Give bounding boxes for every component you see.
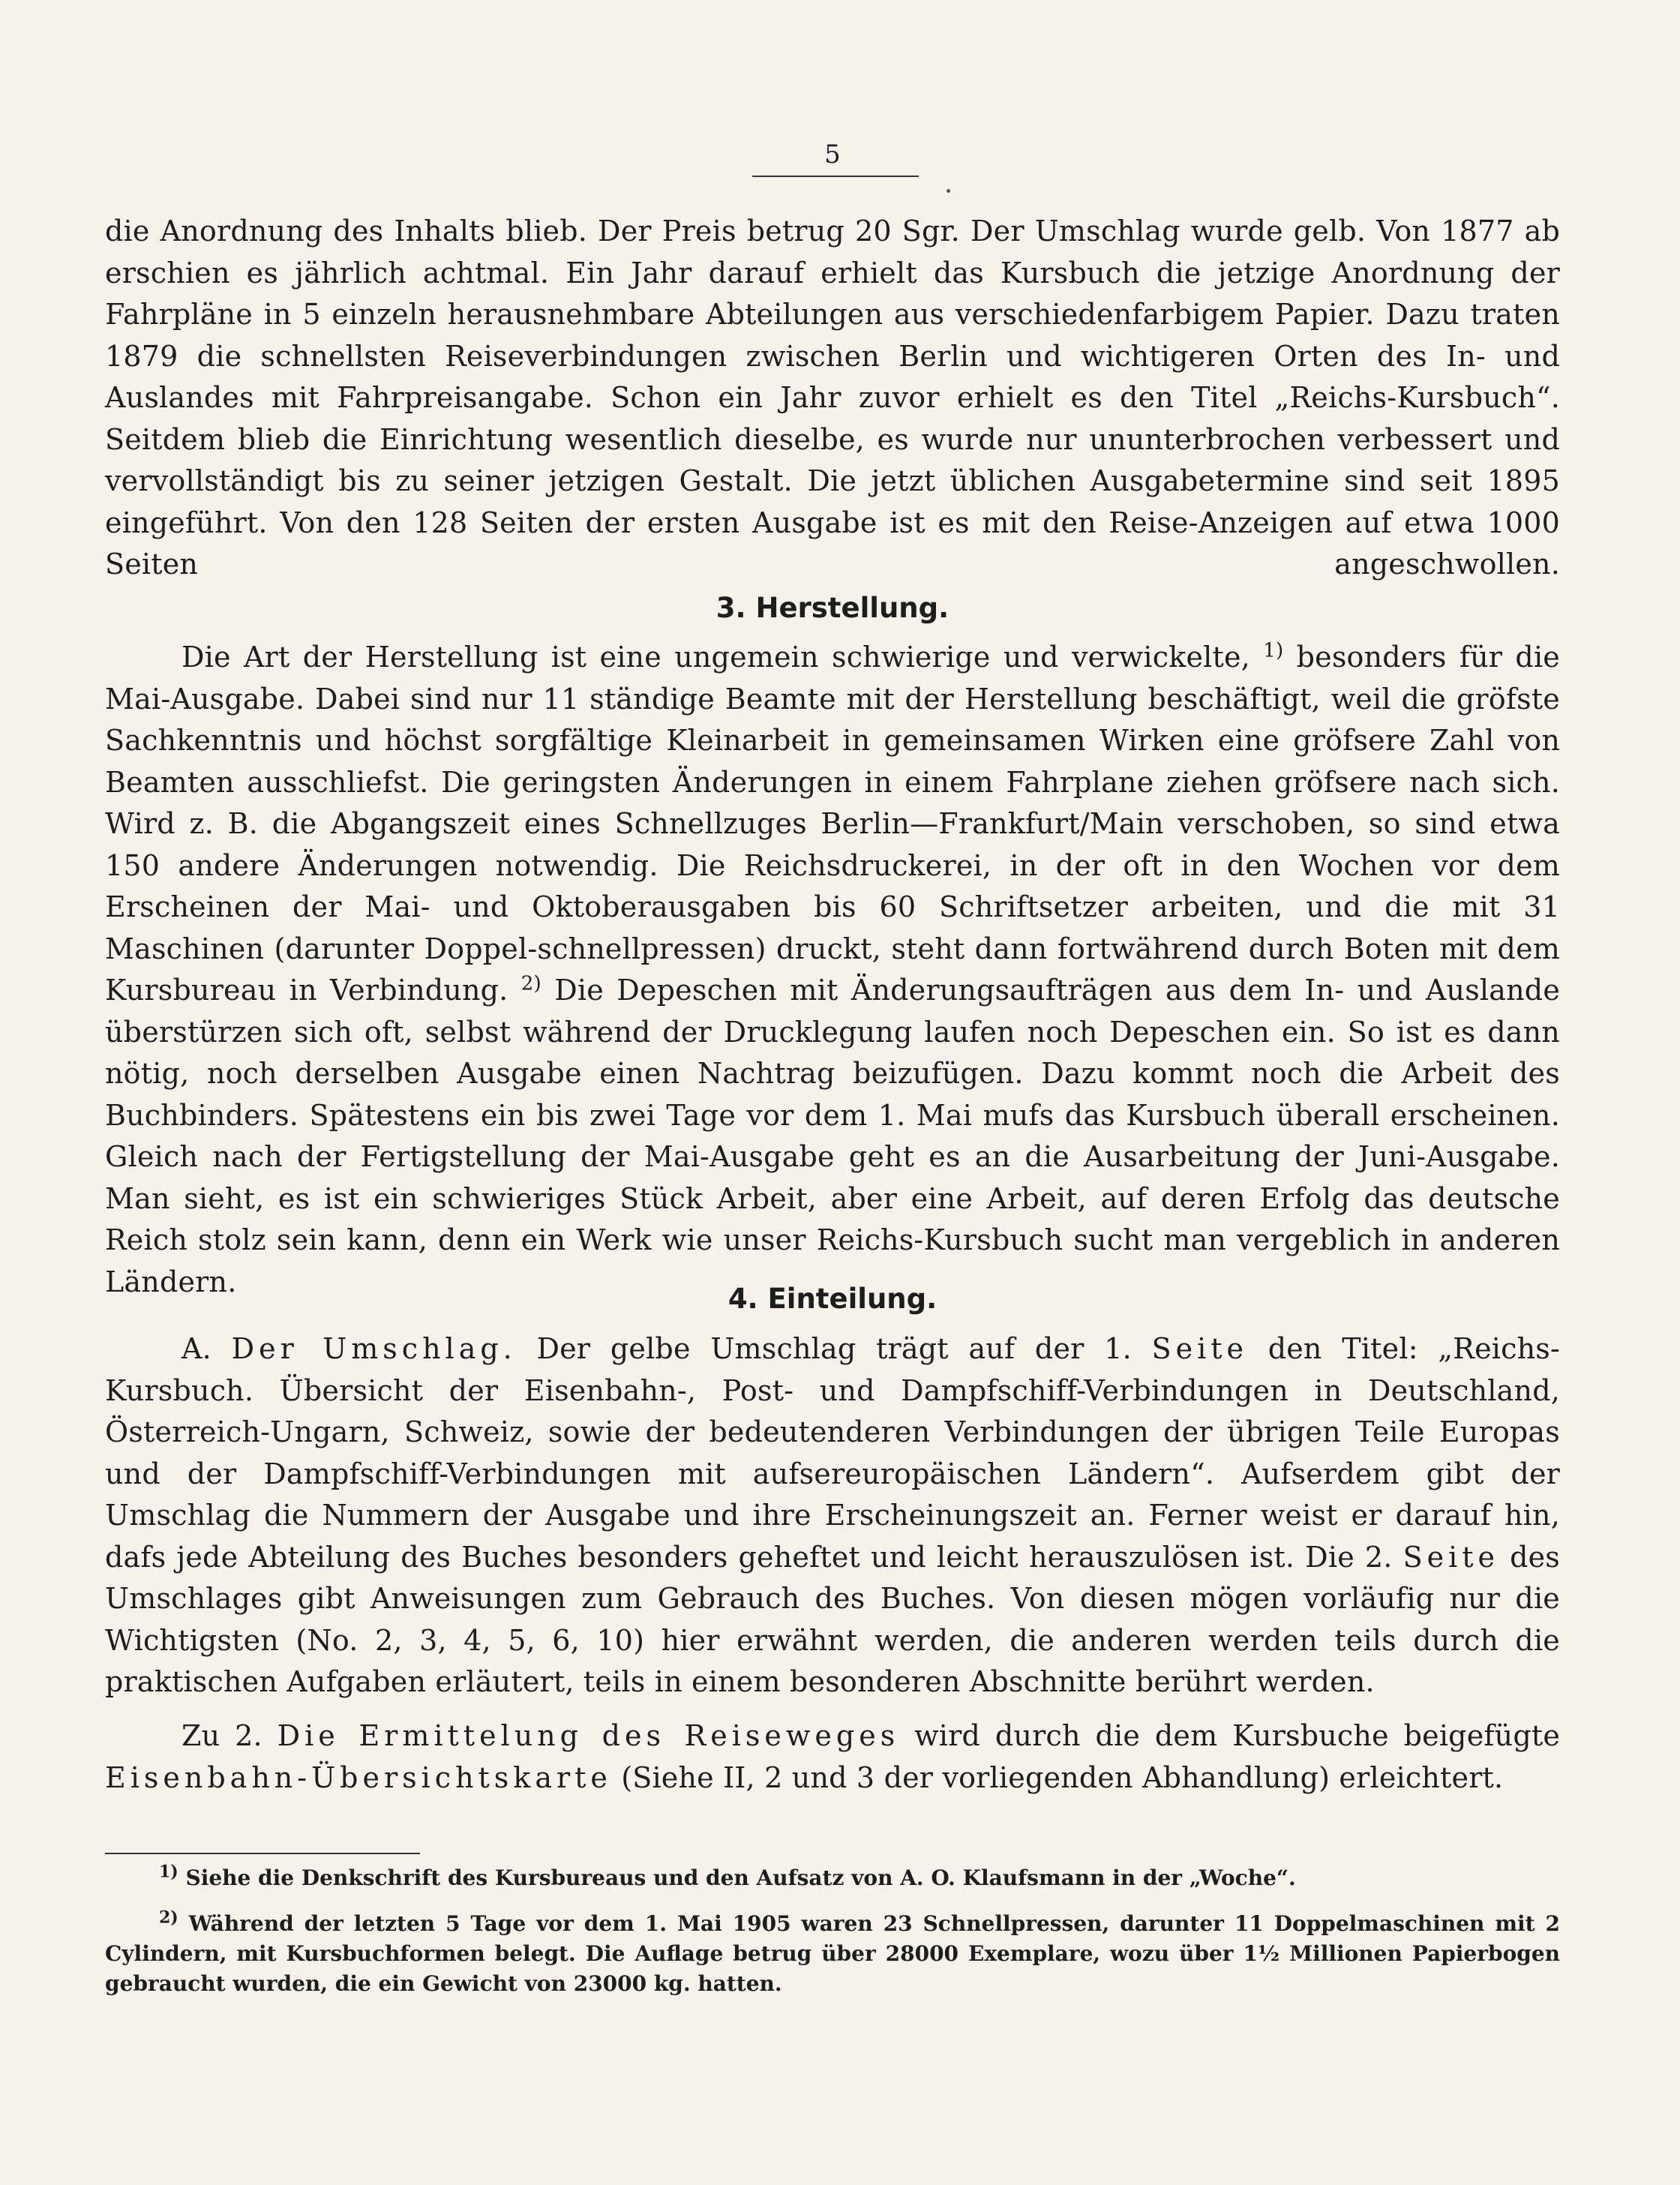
zu-2-lead: Zu 2.	[182, 1719, 262, 1752]
section-heading-einteilung: 4. Einteilung.	[728, 1283, 938, 1315]
term-seite: Seite	[1151, 1332, 1249, 1365]
einteilung-text-2: den Titel: „Reichs-Kursbuch. Übersicht der Eisenbahn-, Post- und Dampfschiff-Verbindungen in Deutschland, Österreich-Ungarn, Schweiz, sowie der bedeutenderen Verbindungen der übrigen Teile Europas und der Dampfschiff-Verbindungen mit aufsereuropäischen Ländern“. Aufserdem gibt der Umschlag die Nummern der Ausgabe und ihre Erscheinungszeit an. Ferner weist er darauf hin, dafs jede Abteilung des Buches besonders geheftet und leicht herauszulösen ist. Die 2.	[105, 1332, 1561, 1574]
footnote-rule	[105, 1853, 420, 1854]
footnote-2	[105, 1909, 1560, 1999]
intro-paragraph	[105, 211, 1560, 586]
footnote-1	[105, 1863, 1560, 1893]
term-seite-2: Seite	[1402, 1540, 1500, 1574]
einteilung-text-3: des Umschlages gibt Anweisungen zum Gebrauch des Buches. Von diesen mögen vorläufig nur die Wichtigsten (No. 2, 3, 4, 5, 6, 10) hier erwähnt werden, die anderen werden teils durch die praktischen Aufgaben erläutert, teils in einem besonderen Abschnitte berührt werden.	[105, 1540, 1560, 1698]
intro-text: die Anordnung des Inhalts blieb. Der Preis betrug 20 Sgr. Der Umschlag wurde gelb. Von 1877 ab erschien es jährlich achtmal. Ein Jahr darauf erhielt das Kursbuch die jetzige Anordnung der Fahrpläne in 5 einzeln herausnehmbare Abteilungen aus verschiedenfarbigem Papier. Dazu traten 1879 die schnellsten Reiseverbindungen zwischen Berlin und wichtigeren Orten des In- und Auslandes mit Fahrpreisangabe. Schon ein Jahr zuvor erhielt es den Titel „Reichs-Kursbuch“. Seitdem blieb die Einrichtung wesentlich dieselbe, es wurde nur ununterbrochen verbessert und vervollständigt bis zu seiner jetzigen Gestalt. Die jetzt üblichen Ausgabetermine sind seit 1895 eingeführt. Von den 128 Seiten der ersten Ausgabe ist es mit den Reise-Anzeigen auf etwa 1000 Seiten angeschwollen.	[105, 215, 1560, 581]
einteilung-lead: A.	[182, 1332, 212, 1365]
einteilung-paragraph-b	[105, 1715, 1560, 1799]
footnote-1-text: Siehe die Denkschrift des Kursbureaus und den Aufsatz von A. O. Klaufsmann in der „Woche“.	[178, 1865, 1296, 1890]
einteilung-text-1: Der gelbe Umschlag trägt auf der 1.	[516, 1332, 1132, 1365]
page-number: 5	[824, 140, 841, 170]
herstellung-paragraph	[105, 637, 1560, 1303]
term-umschlag: Der Umschlag.	[231, 1332, 517, 1365]
footnote-ref-2[interactable]: 2)	[520, 972, 542, 995]
zu-2-text-1: wird durch die dem Kursbuche beigefügte	[899, 1719, 1561, 1752]
footnote-ref-1[interactable]: 1)	[1263, 639, 1284, 662]
footnote-2-text: Während der letzten 5 Tage vor dem 1. Mai 1905 waren 23 Schnellpressen, darunter 11 Doppelmaschinen mit 2 Cylindern, mit Kursbuchformen belegt. Die Auflage betrug über 28000 Exemplare, wozu über 1½ Millionen Papierbogen gebraucht wurden, die ein Gewicht von 23000 kg. hatten.	[105, 1911, 1560, 1996]
term-ermittelung: Die Ermittelung des Reiseweges	[277, 1719, 900, 1752]
herstellung-text-a: Die Art der Herstellung ist eine ungemein schwierige und verwickelte,	[182, 641, 1250, 674]
term-uebersichtskarte: Eisenbahn-Übersichtskarte	[105, 1760, 612, 1794]
footnote-2-mark: 2)	[159, 1907, 178, 1928]
footnote-1-mark: 1)	[159, 1862, 178, 1882]
einteilung-paragraph-a	[105, 1328, 1560, 1703]
herstellung-text-c: Die Depeschen mit Änderungsaufträgen aus dem In- und Auslande überstürzen sich oft, selbst während der Drucklegung laufen noch Depeschen ein. So ist es dann nötig, noch derselben Ausgabe einen Nachtrag beizufügen. Dazu kommt noch die Arbeit des Buchbinders. Spätestens ein bis zwei Tage vor dem 1. Mai mufs das Kursbuch überall erscheinen. Gleich nach der Fertigstellung der Mai-Ausgabe geht es an die Ausarbeitung der Juni-Ausgabe. Man sieht, es ist ein schwieriges Stück Arbeit, aber eine Arbeit, auf deren Erfolg das deutsche Reich stolz sein kann, denn ein Werk wie unser Reichs-Kursbuch sucht man vergeblich in anderen Ländern.	[105, 974, 1561, 1298]
zu-2-text-2: (Siehe II, 2 und 3 der vorliegenden Abhandlung) erleichtert.	[611, 1760, 1504, 1794]
header-rule	[752, 176, 919, 177]
section-heading-herstellung: 3. Herstellung.	[716, 592, 950, 624]
herstellung-text-b: besonders für die Mai-Ausgabe. Dabei sind nur 11 ständige Beamte mit der Herstellung beschäftigt, weil die gröfste Sachkenntnis und höchst sorgfältige Kleinarbeit in gemeinsamen Wirken eine gröfsere Zahl von Beamten ausschliefst. Die geringsten Änderungen in einem Fahrplane ziehen gröfsere nach sich. Wird z. B. die Abgangszeit eines Schnellzuges Berlin—Frankfurt/Main verschoben, so sind etwa 150 andere Änderungen notwendig. Die Reichsdruckerei, in der oft in den Wochen vor dem Erscheinen der Mai- und Oktoberausgaben bis 60 Schriftsetzer arbeiten, und die mit 31 Maschinen (darunter Doppel-schnellpressen) druckt, steht dann fortwährend durch Boten mit dem Kursbureau in Verbindung.	[105, 641, 1560, 1007]
printing-dot	[946, 189, 950, 193]
